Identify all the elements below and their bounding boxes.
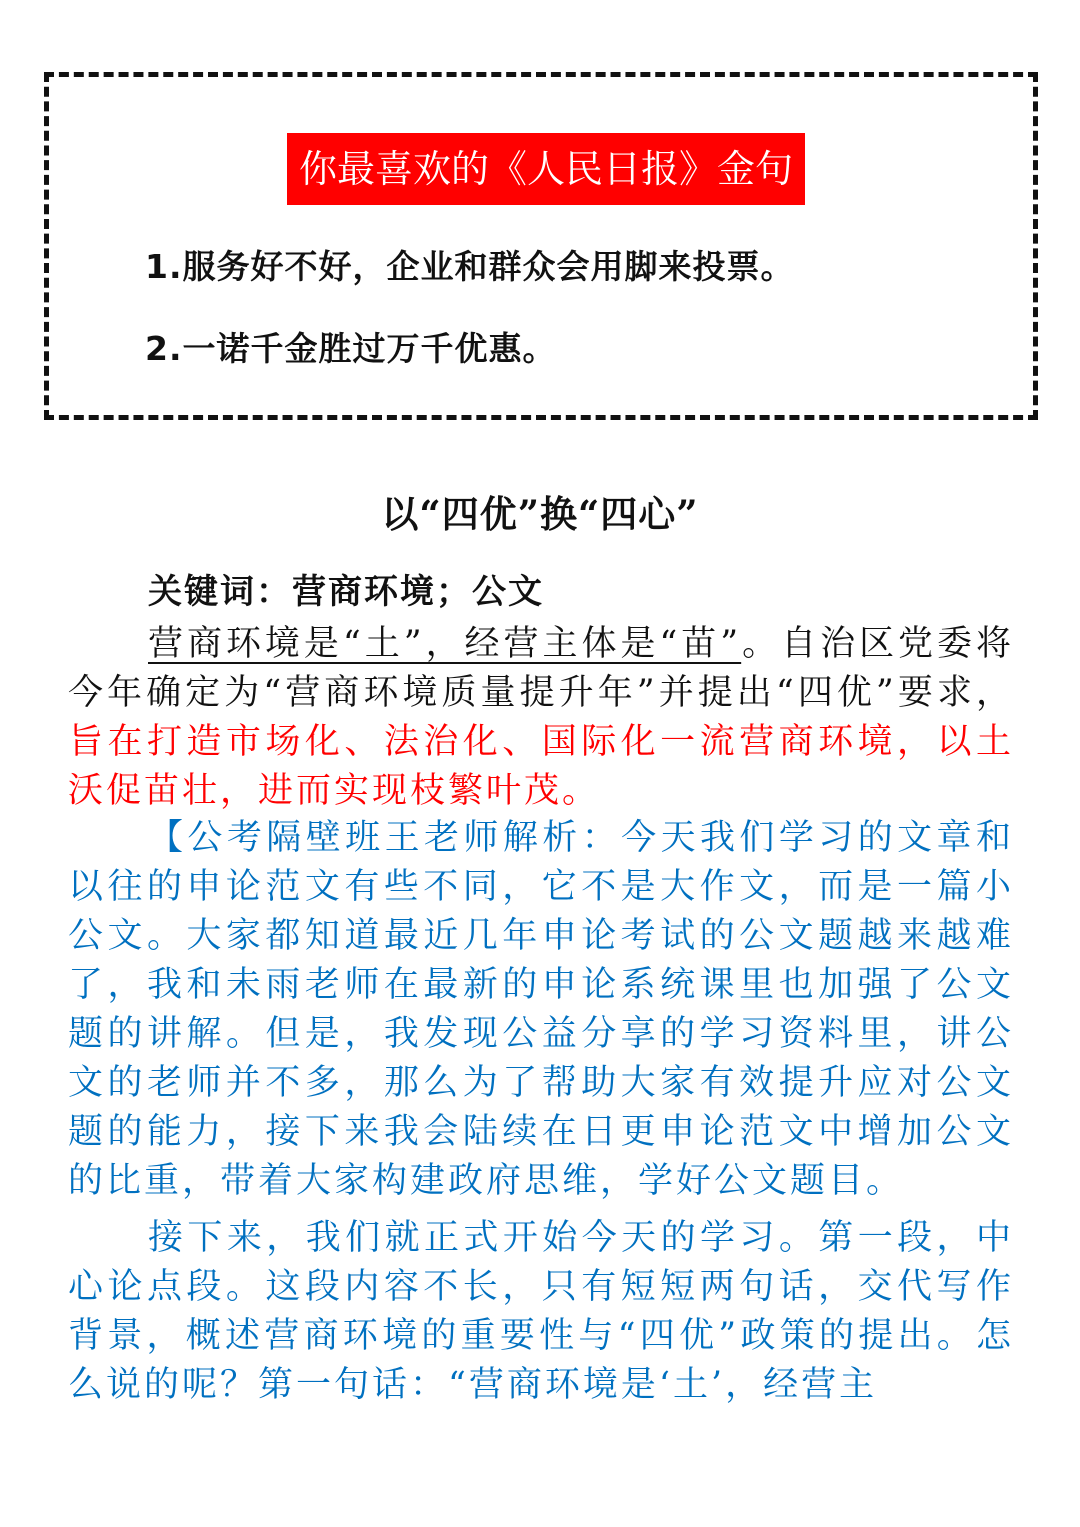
quote-item: 1.服务好不好，企业和群众会用脚来投票。 — [145, 247, 795, 286]
intro-underlined-text: 营商环境是“土”，经营主体是“苗” — [148, 624, 742, 664]
article-title: 以“四优”换“四心” — [381, 492, 699, 536]
intro-paragraph — [68, 620, 1014, 816]
intro-plain-text: 。自治区党委将今年确定为“营商环境质量提升年”并提出“四优”要求， — [68, 624, 1014, 713]
analysis-paragraph: 【公考隔壁班王老师解析：今天我们学习的文章和以往的申论范文有些不同，它不是大作文，而是一篇小公文。大家都知道最近几年申论考试的公文题越来越难了，我和未雨老师在最新的申论系统课里也加强了公文题的讲解。但是，我发现公益分享的学习资料里，讲公文的老师并不多，那么为了帮助大家有效提升应对公文题的能力，接下来我会陆续在日更申论范文中增加公文的比重，带着大家构建政府思维，学好公文题目。 — [68, 818, 1014, 1201]
quote-box — [44, 72, 1038, 420]
next-paragraph: 接下来，我们就正式开始今天的学习。第一段，中心论点段。这段内容不长，只有短短两句话，交代写作背景，概述营商环境的重要性与“四优”政策的提出。怎么说的呢？第一句话：“营商环境是‘土’，经营主 — [68, 1218, 1014, 1405]
quote-item: 2.一诺千金胜过万千优惠。 — [145, 329, 557, 368]
keywords-line: 关键词：营商环境；公文 — [148, 572, 544, 612]
intro-highlight-text: 旨在打造市场化、法治化、国际化一流营商环境，以土沃促苗壮，进而实现枝繁叶茂。 — [68, 722, 1014, 811]
quote-badge: 你最喜欢的《人民日报》金句 — [287, 133, 805, 205]
